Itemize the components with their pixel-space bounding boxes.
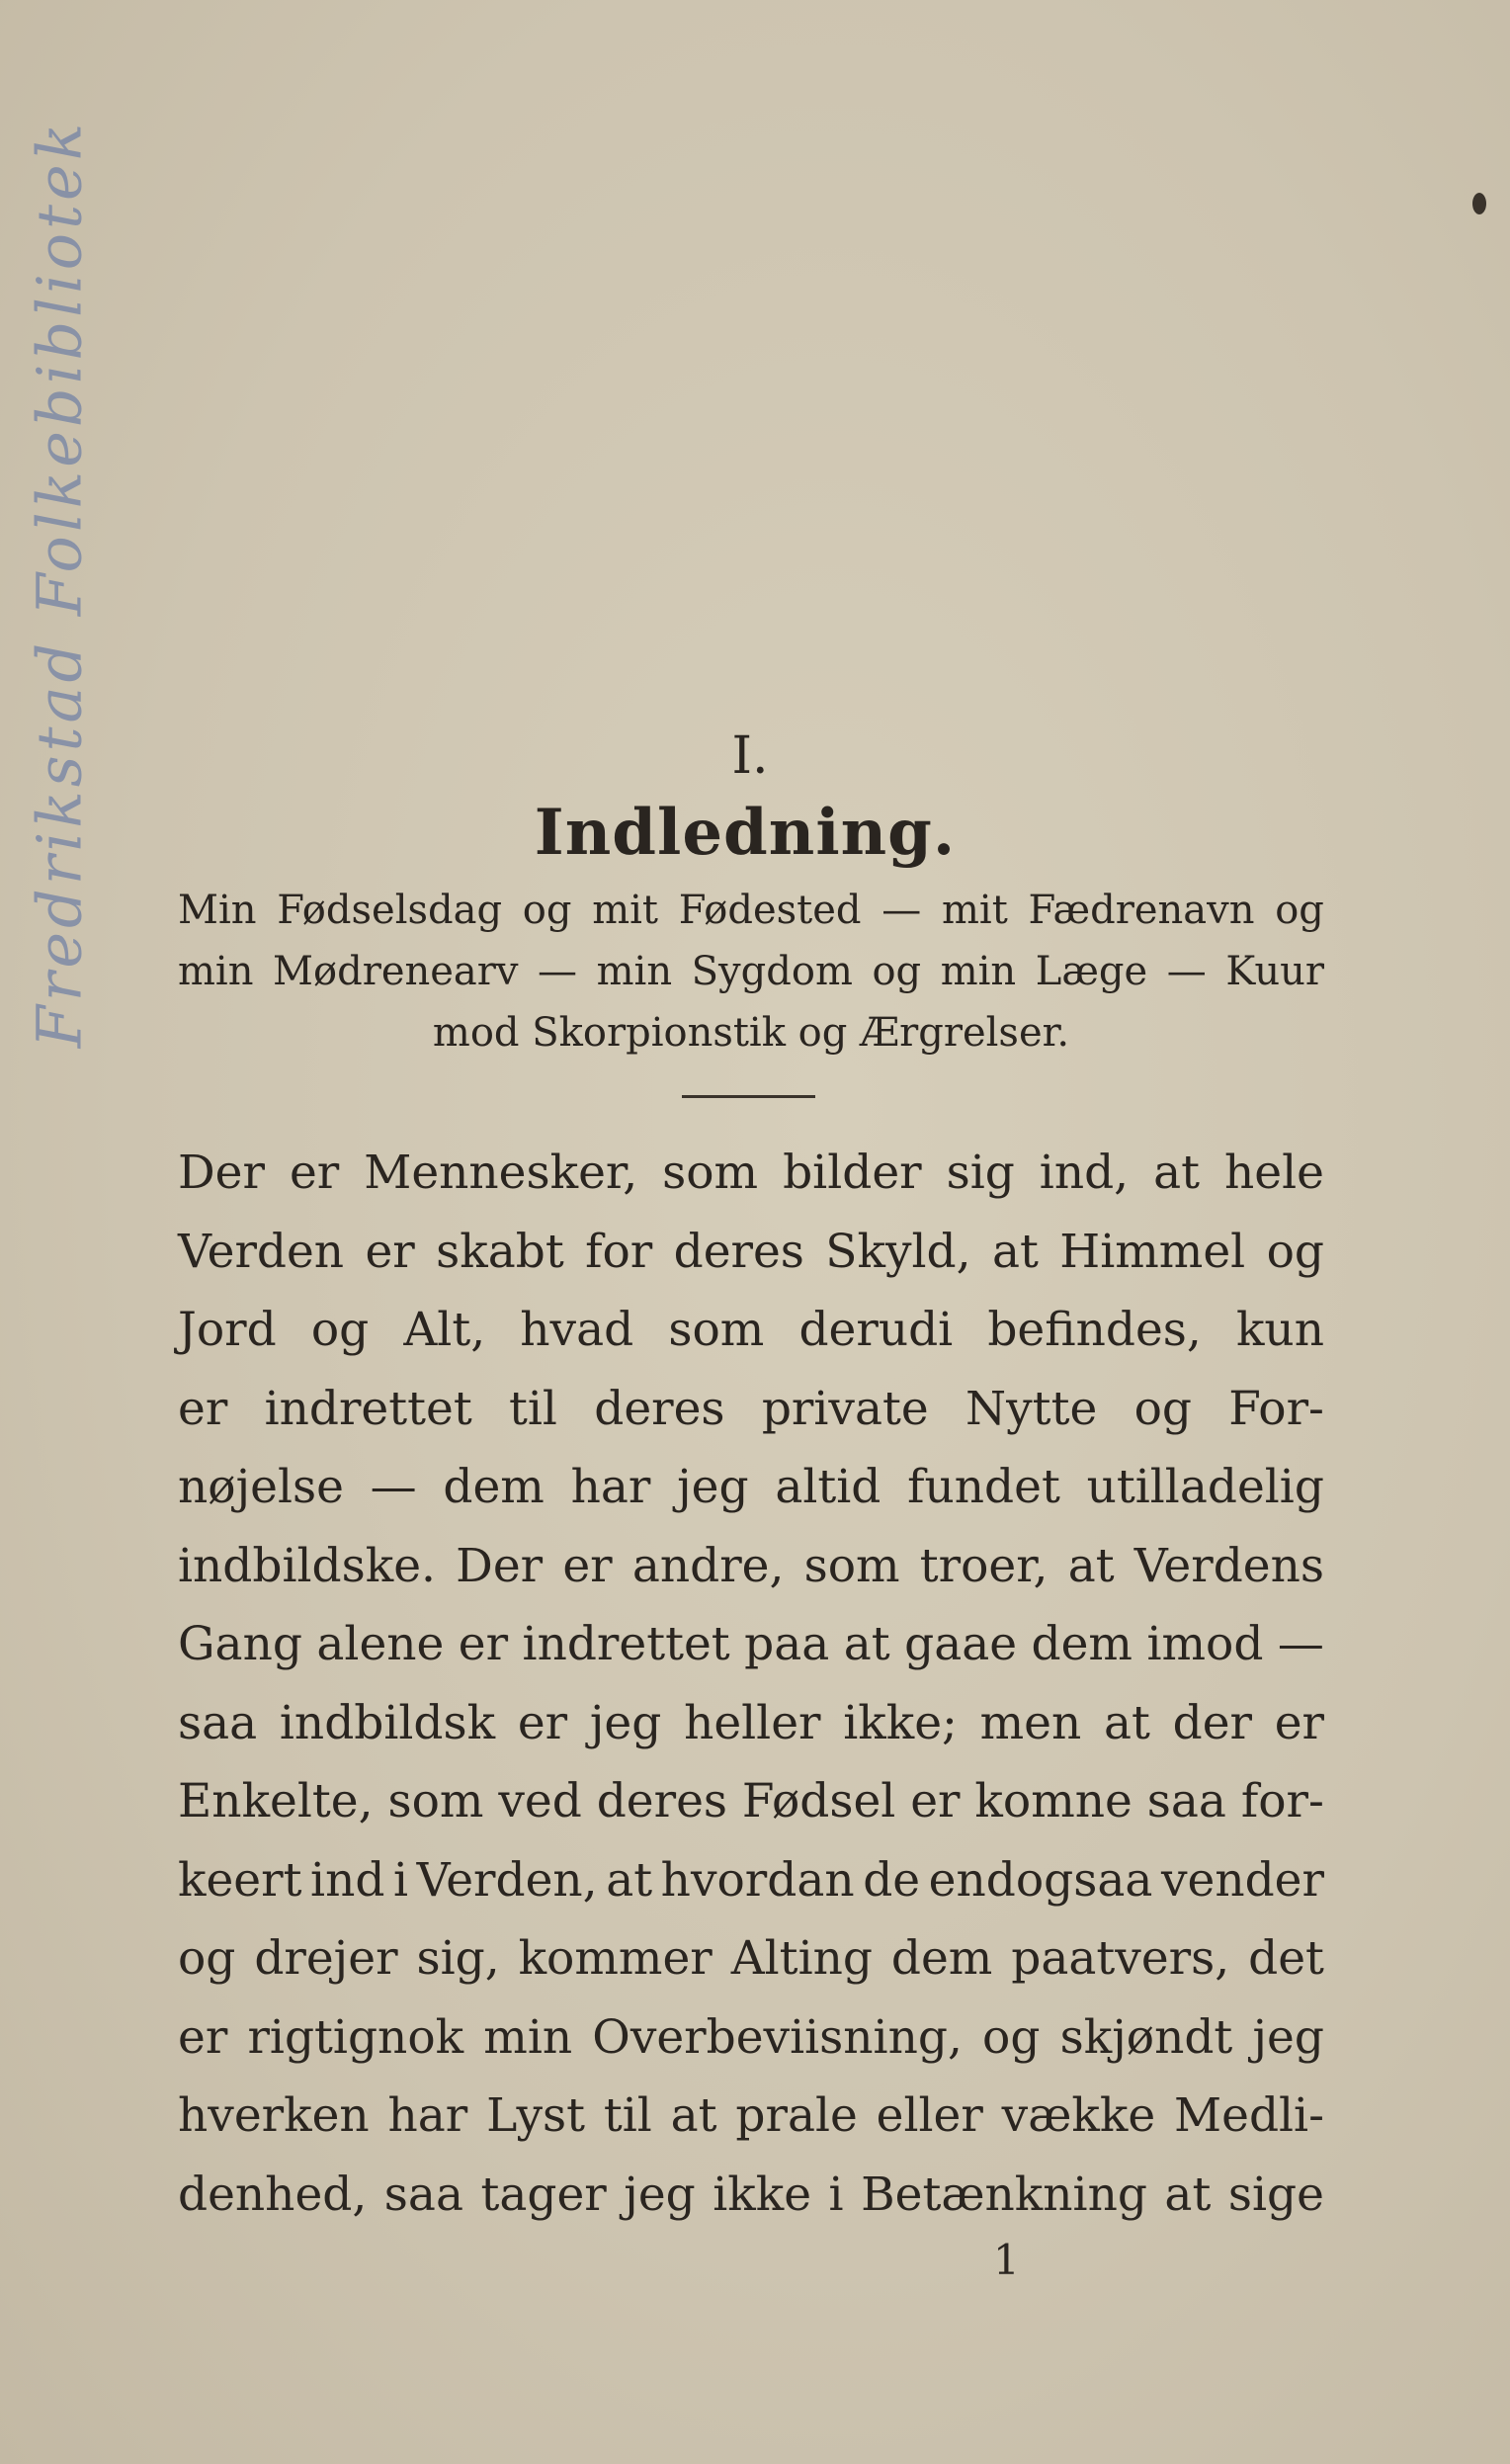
summary-word: — xyxy=(1166,949,1207,994)
word: saa xyxy=(383,2167,463,2222)
word: og xyxy=(1266,1224,1324,1279)
word: for- xyxy=(1240,1774,1324,1828)
word: denhed, xyxy=(178,2167,368,2222)
word: vender xyxy=(1160,1852,1324,1908)
word: ind, xyxy=(1039,1146,1130,1200)
word: Overbeviisning, xyxy=(592,2009,963,2065)
divider-rule xyxy=(682,1095,815,1098)
word: Verden xyxy=(178,1224,345,1279)
word: Gang xyxy=(178,1617,302,1671)
word: Jord xyxy=(178,1303,277,1357)
word: troer, xyxy=(919,1538,1049,1593)
word: og xyxy=(1133,1381,1192,1436)
word: eller xyxy=(876,2088,983,2143)
word: dem xyxy=(1031,1617,1132,1671)
word: — xyxy=(370,1460,417,1514)
summary-word: Sygdom xyxy=(691,949,853,994)
word: deres xyxy=(594,1381,725,1436)
word: men xyxy=(979,1695,1082,1750)
word: i xyxy=(828,2167,844,2222)
summary-word: min xyxy=(178,949,254,994)
word: hverken xyxy=(178,2088,370,2143)
word: drejer xyxy=(254,1931,398,1986)
word: at xyxy=(606,1852,653,1908)
word: at xyxy=(670,2088,717,2143)
word: og xyxy=(982,2009,1041,2065)
text-line xyxy=(178,1527,1324,1606)
word: og xyxy=(310,1303,370,1357)
word: Skyld, xyxy=(825,1224,971,1279)
word: tager xyxy=(480,2167,607,2222)
word: er xyxy=(178,2009,228,2065)
text-line xyxy=(178,1291,1324,1370)
word: skjøndt xyxy=(1059,2009,1233,2065)
word: skabt xyxy=(436,1224,564,1279)
summary-word: Min xyxy=(178,888,257,933)
word: min xyxy=(483,2009,573,2065)
word: er xyxy=(562,1538,613,1593)
library-stamp-text: Fredrikstad Folkebibliotek xyxy=(23,119,96,1048)
word: Verden, xyxy=(416,1852,598,1908)
summary-word: Fødested xyxy=(678,888,862,933)
word: Lyst xyxy=(486,2088,586,2143)
word: Der xyxy=(456,1538,544,1593)
word: at xyxy=(1164,2167,1212,2222)
word: Alting xyxy=(730,1931,873,1986)
word: bilder xyxy=(783,1146,922,1200)
word: til xyxy=(509,1381,557,1436)
word: jeg xyxy=(589,1695,662,1750)
word: ikke xyxy=(713,2167,812,2222)
word: paatvers, xyxy=(1011,1931,1230,1986)
word: har xyxy=(570,1460,651,1514)
word: at xyxy=(991,1224,1039,1279)
word: hvordan xyxy=(660,1852,855,1908)
word: Himmel xyxy=(1059,1224,1246,1279)
word: til xyxy=(603,2088,652,2143)
word: rigtignok xyxy=(247,2009,464,2065)
summary-word: — xyxy=(881,888,922,933)
word: hele xyxy=(1223,1146,1324,1200)
word: indrettet xyxy=(522,1617,730,1671)
summary-word: min xyxy=(596,949,673,994)
word: sig, xyxy=(416,1931,500,1986)
word: derudi xyxy=(798,1303,954,1357)
word: de xyxy=(863,1852,921,1908)
word: dem xyxy=(443,1460,545,1514)
word: Verdens xyxy=(1133,1538,1324,1593)
word: er xyxy=(1274,1695,1324,1750)
summary-word: og xyxy=(1275,888,1324,933)
word: som xyxy=(668,1303,765,1357)
word: endogsaa xyxy=(928,1852,1153,1908)
word: i xyxy=(392,1852,409,1908)
text-line xyxy=(178,1213,1324,1292)
summary-word: min xyxy=(940,949,1017,994)
summary-word: Mødrenearv xyxy=(273,949,519,994)
word: hvad xyxy=(520,1303,634,1357)
word: har xyxy=(387,2088,468,2143)
word: det xyxy=(1248,1931,1324,1986)
word: andre, xyxy=(631,1538,785,1593)
word: utilladelig xyxy=(1086,1460,1324,1514)
word: er xyxy=(458,1617,509,1671)
word: at xyxy=(1067,1538,1115,1593)
chapter-number-text: I. xyxy=(731,726,769,786)
word: paa xyxy=(744,1617,830,1671)
word: Medli- xyxy=(1174,2088,1324,2143)
word: altid xyxy=(775,1460,881,1514)
word: deres xyxy=(673,1224,804,1279)
text-line xyxy=(178,1762,1324,1841)
word: jeg xyxy=(677,1460,749,1514)
word: prale xyxy=(735,2088,858,2143)
summary-word: Fødselsdag xyxy=(277,888,503,933)
word: jeg xyxy=(1252,2009,1324,2065)
word: komne xyxy=(974,1774,1132,1828)
word: er xyxy=(365,1224,415,1279)
chapter-title xyxy=(0,796,1510,870)
word: — xyxy=(1277,1617,1324,1671)
body-text xyxy=(178,1134,1324,2234)
word: og xyxy=(178,1931,236,1986)
chapter-summary xyxy=(178,880,1324,1063)
word: Alt, xyxy=(403,1303,486,1357)
text-line xyxy=(178,1134,1324,1213)
word: nøjelse xyxy=(178,1460,344,1514)
chapter-title-text: Indledning. xyxy=(534,796,957,870)
text-line xyxy=(178,2156,1324,2235)
word: for xyxy=(585,1224,653,1279)
word: indbildsk xyxy=(279,1695,496,1750)
word: sige xyxy=(1227,2167,1324,2222)
summary-word: Fædrenavn xyxy=(1028,888,1255,933)
word: heller xyxy=(684,1695,821,1750)
text-line xyxy=(178,2077,1324,2156)
text-line xyxy=(178,1605,1324,1684)
word: dem xyxy=(890,1931,993,1986)
word: ind xyxy=(310,1852,385,1908)
word: er xyxy=(178,1381,228,1436)
word: keert xyxy=(178,1852,302,1908)
word: alene xyxy=(316,1617,445,1671)
page-number: 1 xyxy=(993,2236,1020,2284)
word: sig xyxy=(946,1146,1015,1200)
word: at xyxy=(1153,1146,1201,1200)
library-stamp xyxy=(20,99,99,1067)
word: at xyxy=(1103,1695,1150,1750)
word: gaae xyxy=(904,1617,1018,1671)
word: er xyxy=(517,1695,568,1750)
word: deres xyxy=(596,1774,728,1828)
text-line xyxy=(178,1684,1324,1763)
word: er xyxy=(289,1146,340,1200)
summary-word: Kuur xyxy=(1225,949,1324,994)
word: saa xyxy=(1146,1774,1226,1828)
word: at xyxy=(843,1617,890,1671)
word: ikke; xyxy=(843,1695,958,1750)
ink-speck xyxy=(1472,193,1486,214)
chapter-number xyxy=(0,726,1510,786)
summary-word: og xyxy=(872,949,922,994)
summary-word: og xyxy=(522,888,572,933)
summary-word: mit xyxy=(941,888,1008,933)
text-line xyxy=(178,1370,1324,1449)
word: der xyxy=(1172,1695,1252,1750)
word: Enkelte, xyxy=(178,1774,374,1828)
word: befindes, xyxy=(987,1303,1202,1357)
text-line xyxy=(178,1998,1324,2078)
word: saa xyxy=(178,1695,258,1750)
word: indbildske. xyxy=(178,1538,436,1593)
text-line xyxy=(178,1919,1324,1998)
word: vække xyxy=(1001,2088,1156,2143)
word: jeg xyxy=(624,2167,696,2222)
word: For- xyxy=(1228,1381,1324,1436)
summary-line xyxy=(178,941,1324,1002)
summary-word: mit xyxy=(592,888,658,933)
word: som xyxy=(803,1538,900,1593)
summary-word: — xyxy=(538,949,578,994)
summary-line xyxy=(178,880,1324,941)
word: fundet xyxy=(907,1460,1060,1514)
word: Mennesker, xyxy=(364,1146,638,1200)
word: som xyxy=(387,1774,484,1828)
text-line xyxy=(178,1841,1324,1920)
word: kommer xyxy=(518,1931,713,1986)
word: ved xyxy=(498,1774,582,1828)
word: Der xyxy=(178,1146,265,1200)
summary-line: mod Skorpionstik og Ærgrelser. xyxy=(432,1010,1070,1056)
word: Fødsel xyxy=(741,1774,896,1828)
word: Betænkning xyxy=(861,2167,1147,2222)
word: private xyxy=(761,1381,929,1436)
word: indrettet xyxy=(264,1381,472,1436)
word: som xyxy=(662,1146,759,1200)
summary-word: Læge xyxy=(1035,949,1148,994)
word: Nytte xyxy=(965,1381,1098,1436)
word: er xyxy=(910,1774,961,1828)
word: kun xyxy=(1235,1303,1324,1357)
text-line xyxy=(178,1448,1324,1527)
word: imod xyxy=(1146,1617,1264,1671)
